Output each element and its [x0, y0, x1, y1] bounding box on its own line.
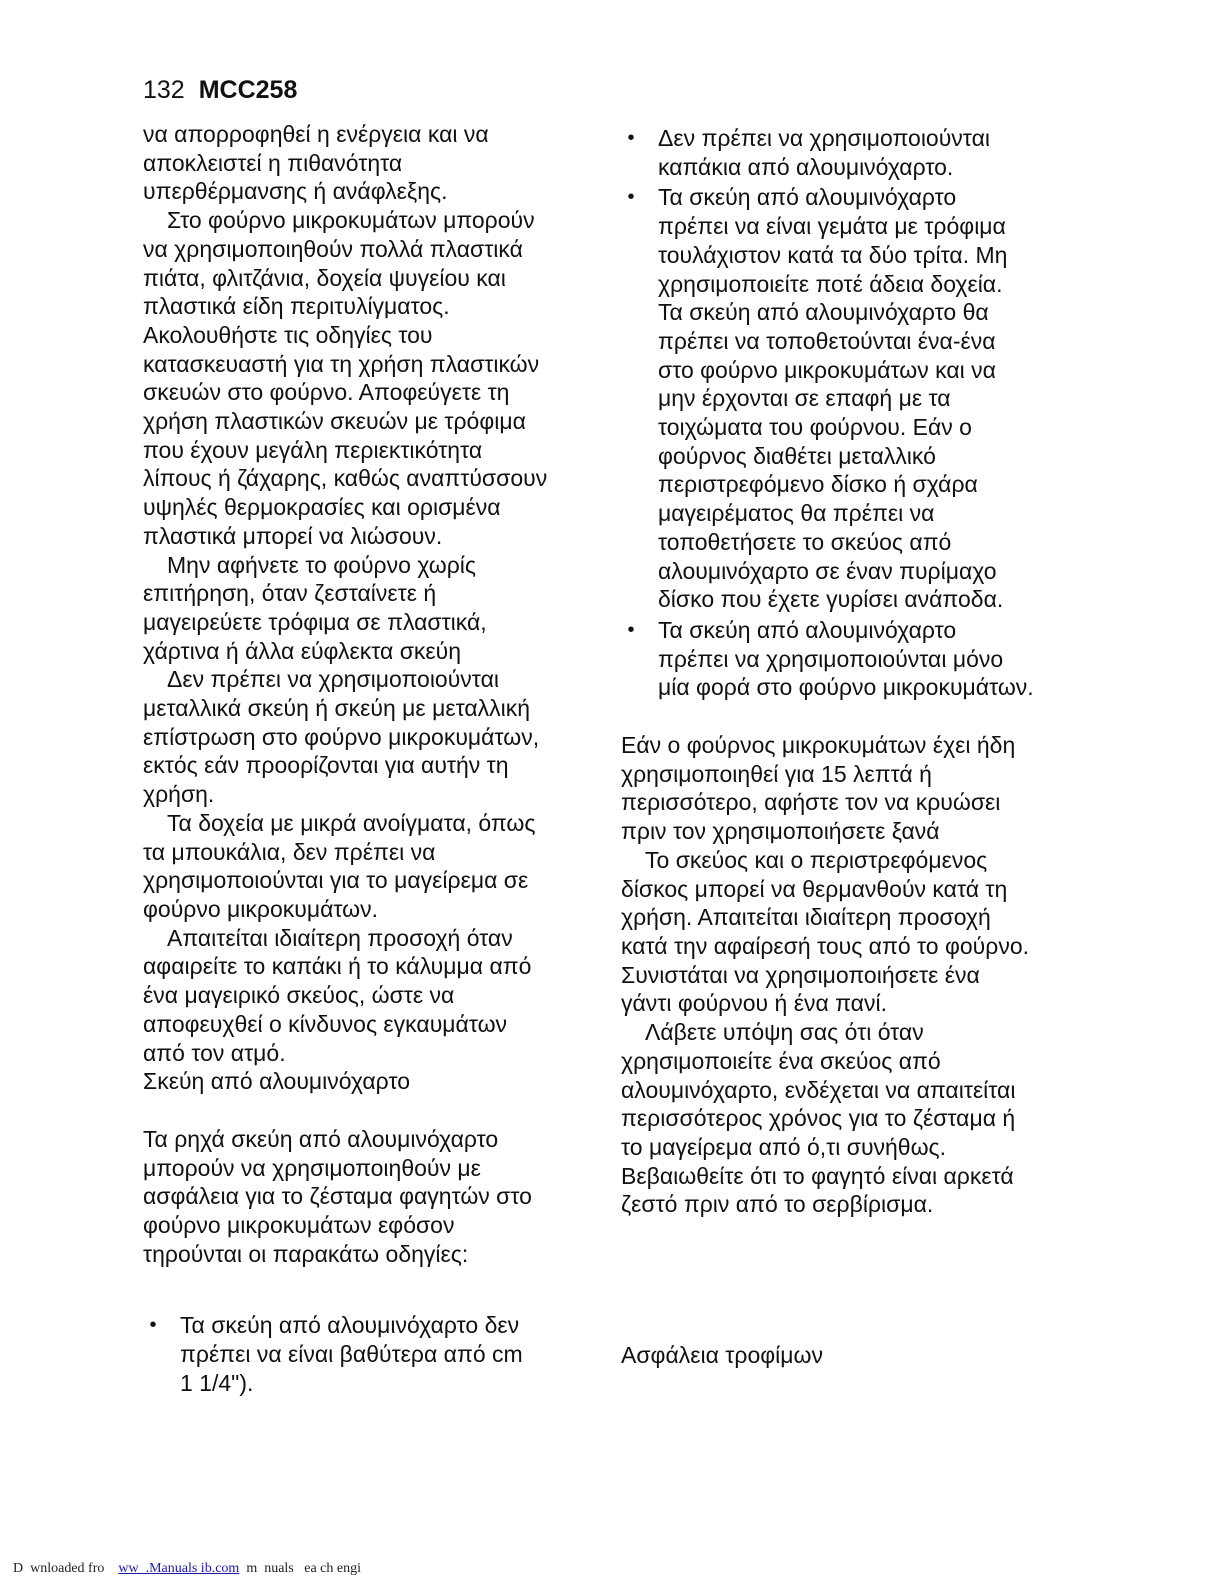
- list-item: [143, 1311, 603, 1397]
- page-header: [143, 74, 297, 106]
- right-bullet-list: [621, 124, 1091, 702]
- aluminum-section-heading: Σκεύη από αλουμινόχαρτο: [143, 1068, 410, 1095]
- bullet-icon: •: [627, 127, 635, 149]
- left-paragraph-5: Τα δοχεία με μικρά ανοίγματα, όπως τα μπουκάλια, δεν πρέπει να χρησιμοποιούνται για το μαγείρεμα σε φούρνο μικροκυμάτων.: [143, 809, 536, 922]
- list-item-text: Δεν πρέπει να χρησιμοποιούνται καπάκια από αλουμινόχαρτο.: [658, 125, 990, 180]
- list-item-text: Τα σκεύη από αλουμινόχαρτο πρέπει να είναι γεμάτα με τρόφιμα τουλάχιστον κατά τα δύο τρίτα. Μη χρησιμοποιείτε ποτέ άδεια δοχεία. Τα σκεύη από αλουμινόχαρτο θα πρέπει να τοποθετούνται ένα-ένα στο φούρνο μικροκυμάτων και να μην έρχονται σε επαφή με τα τοιχώματα του φούρνου. Εάν ο φούρνος διαθέτει μεταλλικό περιστρεφόμενο δίσκο ή σχάρα μαγειρέματος θα πρέπει να τοποθετήσετε το σκεύος από αλουμινόχαρτο σε έναν πυρίμαχο δίσκο που έχετε γυρίσει ανάποδα.: [658, 184, 1008, 613]
- list-item-text: Τα σκεύη από αλουμινόχαρτο πρέπει να χρησιμοποιούνται μόνο μία φορά στο φούρνο μικροκυμάτων.: [658, 616, 1034, 701]
- left-paragraph-3: Μην αφήνετε το φούρνο χωρίς επιτήρηση, όταν ζεσταίνετε ή μαγειρεύετε τρόφιμα σε πλαστικά, χάρτινα ή άλλα εύφλεκτα σκεύη: [143, 551, 487, 664]
- bullet-icon: •: [627, 186, 635, 209]
- right-paragraph-1: Εάν ο φούρνος μικροκυμάτων έχει ήδη χρησιμοποιηθεί για 15 λεπτά ή περισσότερο, αφήστε τον να κρυώσει πριν τον χρησιμοποιήσετε ξανά: [621, 732, 1016, 845]
- list-item: [621, 124, 1091, 181]
- model-name: MCC258: [198, 76, 298, 104]
- footer-prefix: D wnloaded fro: [13, 1561, 119, 1576]
- footer-link[interactable]: ww .Manuals ib.com: [118, 1561, 240, 1576]
- food-safety-heading: Ασφάλεια τροφίμων: [621, 1342, 823, 1369]
- list-item: [621, 183, 1091, 614]
- right-paragraph-2: Το σκεύος και ο περιστρεφόμενος δίσκος μπορεί να θερμανθούν κατά τη χρήση. Απαιτείται ιδιαίτερη προσοχή κατά την αφαίρεσή τους από το φούρνο. Συνιστάται να χρησιμοποιήσετε ένα γάντι φούρνου ή ένα πανί.: [621, 846, 1030, 1017]
- left-column: [143, 120, 603, 1400]
- page-number: 132: [143, 76, 185, 104]
- download-footer: [6, 1542, 361, 1578]
- footer-suffix: m nuals ea ch engi: [239, 1561, 361, 1576]
- right-paragraph-3: Λάβετε υπόψη σας ότι όταν χρησιμοποιείτε ένα σκεύος από αλουμινόχαρτο, ενδέχεται να απαιτείται περισσότερος χρόνος για το ζέσταμα ή το μαγείρεμα από ό,τι συνήθως. Βεβαιωθείτε ότι το φαγητό είναι αρκετά ζεστό πριν από το σερβίρισμα.: [621, 1019, 1016, 1218]
- left-paragraph-7: Τα ρηχά σκεύη από αλουμινόχαρτο μπορούν να χρησιμοποιηθούν με ασφάλεια για το ζέσταμα φαγητών στο φούρνο μικροκυμάτων εφόσον τηρούνται οι παρακάτω οδηγίες:: [143, 1125, 532, 1267]
- left-paragraph-1: να απορροφηθεί η ενέργεια και να αποκλειστεί η πιθανότητα υπερθέρμανσης ή ανάφλεξης.: [143, 121, 489, 205]
- left-paragraph-2: Στο φούρνο μικροκυμάτων μπορούν να χρησιμοποιηθούν πολλά πλαστικά πιάτα, φλιτζάνια, δοχεία ψυγείου και πλαστικά είδη περιτυλίγματος. Ακολουθήστε τις οδηγίες του κατασκευαστή για τη χρήση πλαστικών σκευών στο φούρνο. Αποφεύγετε τη χρήση πλαστικών σκευών με τρόφιμα που έχουν μεγάλη περιεκτικότητα λίπους ή ζάχαρης, καθώς αναπτύσσουν υψηλές θερμοκρασίες και ορισμένα πλαστικά μπορεί να λιώσουν.: [143, 207, 548, 549]
- left-bullet-list: [143, 1311, 603, 1397]
- list-item: [621, 616, 1091, 702]
- left-paragraph-6: Απαιτείται ιδιαίτερη προσοχή όταν αφαιρείτε το καπάκι ή το κάλυμμα από ένα μαγειρικό σκεύος, ώστε να αποφευχθεί ο κίνδυνος εγκαυμάτων από τον ατμό.: [143, 924, 532, 1066]
- left-paragraph-4: Δεν πρέπει να χρησιμοποιούνται μεταλλικά σκεύη ή σκεύη με μεταλλική επίστρωση στο φούρνο μικροκυμάτων, εκτός εάν προορίζονται για αυτήν τη χρήση.: [143, 666, 540, 808]
- bullet-icon: •: [627, 618, 635, 641]
- bullet-icon: •: [149, 1314, 157, 1337]
- right-column: [621, 124, 1091, 1370]
- list-item-text: Τα σκεύη από αλουμινόχαρτο δεν πρέπει να είναι βαθύτερα από cm 1 1/4").: [180, 1312, 523, 1396]
